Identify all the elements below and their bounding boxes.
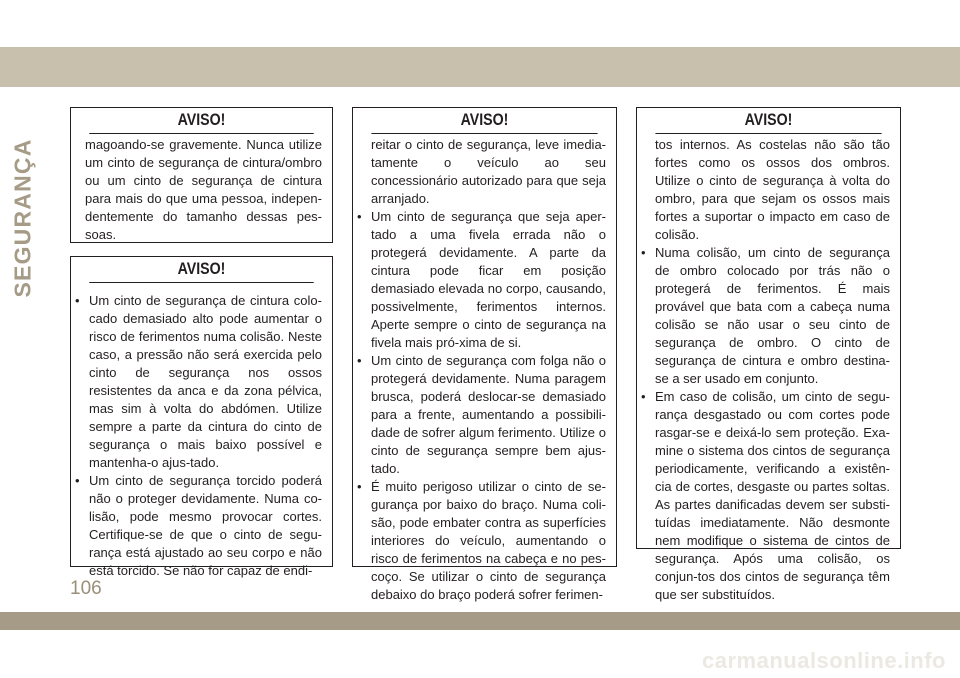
page-number: 106 <box>70 578 102 599</box>
list-item: • Um cinto de segurança torcido poderá não o proteger devidamente. Numa co-lisão, pode mesmo provocar cortes. Certifique-se de que o cinto de segu-rança está ajustado ao seu corpo e não está torcido. Se não for capaz de endi- <box>75 472 322 580</box>
warning-box-3 <box>352 107 617 602</box>
warning-text: tos internos. As costelas não são tão fortes como os ossos dos ombros. Utilize o cinto de segurança à volta do ombro, para que sejam os ossos mais fortes a suportar o impacto em caso de colisão. <box>655 137 890 242</box>
warning-list <box>357 208 606 604</box>
warning-list <box>75 292 322 580</box>
watermark: carmanualsonline.info <box>702 648 946 673</box>
warning-box-1 <box>70 107 333 243</box>
warning-box-2 <box>70 256 333 578</box>
warning-title: AVISO! <box>89 108 313 134</box>
list-item: • É muito perigoso utilizar o cinto de se-gurança por baixo do braço. Numa coli-são, pode embater contra as superfícies interiores do veículo, aumentando o risco de ferimentos na cabeça e no pes-coço. Se utilizar o cinto de segurança debaixo do braço poderá sofrer ferimen- <box>357 478 606 604</box>
warning-box-4 <box>636 107 901 602</box>
list-item: • Em caso de colisão, um cinto de segu-rança desgastado ou com cortes pode rasgar-se e deixá-lo sem proteção. Exa-mine o sistema dos cintos de segurança periodicamente, verificando a existên-cia de cortes, desgaste ou partes soltas. As partes danificadas devem ser substi-tuídas imediatamente. Não desmonte nem modifique o sistema de cintos de segurança. Após uma colisão, os conjun-tos dos cintos de segurança têm que ser substituídos. <box>641 388 890 604</box>
warning-text: reitar o cinto de segurança, leve imedia-tamente o veículo ao seu concessionário autorizado para que seja arranjado. <box>371 137 606 206</box>
header-band <box>0 47 960 87</box>
warning-list <box>641 244 890 604</box>
footer-band <box>0 612 960 630</box>
warning-text: magoando-se gravemente. Nunca utilize um cinto de segurança de cintura/ombro ou um cinto de segurança de cintura para mais do que uma pessoa, indepen-dentemente do tamanho dessas pes-soas. <box>85 137 322 242</box>
list-item: • Um cinto de segurança de cintura colo-cado demasiado alto pode aumentar o risco de ferimentos numa colisão. Neste caso, a pressão não será exercida pelo cinto de segurança nos ossos resistentes da anca e da zona pélvica, mas sim à volta do abdómen. Utilize sempre a parte da cintura do cinto de segurança o mais baixo possível e mantenha-o ajus-tado. <box>75 292 322 472</box>
list-item: • Um cinto de segurança que seja aper-tado a uma fivela errada não o protegerá devidamente. A parte da cintura pode ficar em posição demasiado elevada no corpo, causando, possivelmente, ferimentos internos. Aperte sempre o cinto de segurança na fivela mais pró-xima de si. <box>357 208 606 352</box>
list-item: • Um cinto de segurança com folga não o protegerá devidamente. Numa paragem brusca, poderá deslocar-se demasiado para a frente, aumentando a possibili-dade de sofrer algum ferimento. Utilize o cinto de segurança sempre bem ajus-tado. <box>357 352 606 478</box>
section-title: SEGURANÇA <box>9 138 36 298</box>
warning-title: AVISO! <box>371 108 597 134</box>
warning-title: AVISO! <box>89 257 313 283</box>
list-item: • Numa colisão, um cinto de segurança de ombro colocado por trás não o protegerá de ferimentos. É mais provável que bata com a cabeça numa colisão se não usar o seu cinto de segurança de ombro. O cinto de segurança de cintura e ombro destina-se a ser usado em conjunto. <box>641 244 890 388</box>
warning-title: AVISO! <box>655 108 881 134</box>
